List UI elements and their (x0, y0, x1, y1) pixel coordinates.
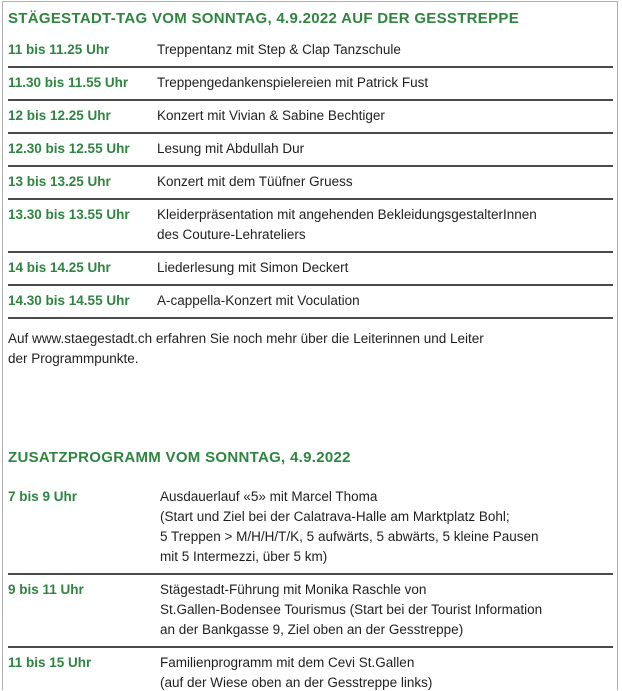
section-zusatzprogramm (8, 449, 613, 690)
time-cell: 11.30 bis 11.55 Uhr (8, 75, 129, 90)
event-description (157, 73, 613, 93)
description-line: Lesung mit Abdullah Dur (157, 141, 305, 156)
program-row (8, 101, 613, 134)
event-description (157, 106, 613, 126)
description-line: Treppentanz mit Step & Clap Tanzschule (157, 42, 401, 57)
description-line: A-cappella-Konzert mit Voculation (157, 293, 360, 308)
event-description (157, 172, 613, 192)
program-row (8, 253, 613, 286)
event-description (157, 205, 613, 245)
program-rows-zusatz (8, 482, 613, 690)
note-line: der Programmpunkte. (8, 351, 139, 366)
program-row (8, 575, 613, 648)
section-staegestadt-tag (8, 10, 613, 369)
description-line: Liederlesung mit Simon Deckert (157, 260, 349, 275)
description-line: Familienprogramm mit dem Cevi St.Gallen (160, 655, 415, 670)
description-line: Ausdauerlauf «5» mit Marcel Thoma (160, 489, 378, 504)
section-heading-staegestadt-tag: STÄGESTADT-TAG VOM SONNTAG, 4.9.2022 AUF DER GESSTREPPE (8, 10, 520, 27)
event-description (157, 40, 613, 60)
program-row (8, 482, 613, 575)
program-page (2, 1, 618, 690)
program-rows-main (8, 35, 613, 319)
description-line: St.Gallen-Bodensee Tourismus (Start bei der Tourist Information (160, 602, 543, 617)
time-cell: 9 bis 11 Uhr (8, 582, 84, 597)
event-description (160, 487, 613, 567)
section-heading-zusatzprogramm: ZUSATZPROGRAMM VOM SONNTAG, 4.9.2022 (8, 449, 351, 466)
note-line: Auf www.staegestadt.ch erfahren Sie noch mehr über die Leiterinnen und Leiter (8, 331, 484, 346)
description-line: Konzert mit dem Tüüfner Gruess (157, 174, 353, 189)
more-info-note (8, 329, 613, 369)
time-cell: 13 bis 13.25 Uhr (8, 174, 111, 189)
program-row (8, 68, 613, 101)
program-row (8, 35, 613, 68)
time-cell: 11 bis 15 Uhr (8, 655, 92, 670)
time-cell: 14.30 bis 14.55 Uhr (8, 293, 130, 308)
program-row (8, 167, 613, 200)
description-line: Kleiderpräsentation mit angehenden BekleidungsgestalterInnen (157, 207, 537, 222)
event-description (160, 580, 613, 640)
event-description (157, 139, 613, 159)
description-line: Stägestadt-Führung mit Monika Raschle von (160, 582, 427, 597)
event-description (157, 258, 613, 278)
description-line: Konzert mit Vivian & Sabine Bechtiger (157, 108, 385, 123)
description-line: (Start und Ziel bei der Calatrava-Halle am Marktplatz Bohl; (160, 509, 510, 524)
description-line: (auf der Wiese oben an der Gesstreppe links) (160, 675, 433, 690)
time-cell: 12 bis 12.25 Uhr (8, 108, 111, 123)
time-cell: 11 bis 11.25 Uhr (8, 42, 110, 57)
event-description (160, 653, 613, 690)
time-cell: 7 bis 9 Uhr (8, 489, 78, 504)
time-cell: 13.30 bis 13.55 Uhr (8, 207, 130, 222)
description-line: an der Bankgasse 9, Ziel oben an der Gesstreppe) (160, 622, 464, 637)
description-line: 5 Treppen > M/H/H/T/K, 5 aufwärts, 5 abwärts, 5 kleine Pausen (160, 529, 539, 544)
program-row (8, 648, 613, 690)
description-line: Treppengedankenspielereien mit Patrick Fust (157, 75, 429, 90)
program-row (8, 200, 613, 253)
description-line: des Couture-Lehrateliers (157, 227, 306, 242)
time-cell: 12.30 bis 12.55 Uhr (8, 141, 130, 156)
program-row (8, 134, 613, 167)
event-description (157, 291, 613, 311)
time-cell: 14 bis 14.25 Uhr (8, 260, 111, 275)
program-row (8, 286, 613, 319)
description-line: mit 5 Intermezzi, über 5 km) (160, 549, 328, 564)
